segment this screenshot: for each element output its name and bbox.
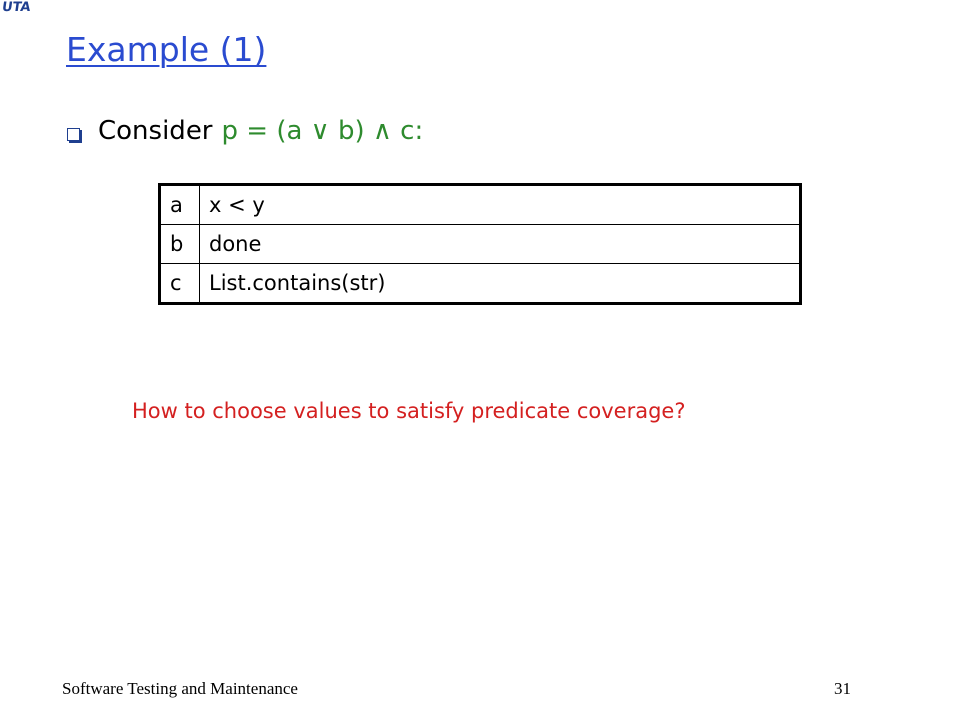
square-bullet-icon bbox=[67, 128, 80, 141]
coverage-question: How to choose values to satisfy predicate coverage? bbox=[132, 399, 686, 423]
clause-expression: done bbox=[200, 225, 801, 264]
slide-title: Example (1) bbox=[66, 30, 267, 69]
table-row bbox=[160, 185, 801, 225]
uta-logo: UTA bbox=[0, 0, 32, 15]
clause-variable: a bbox=[160, 185, 200, 225]
predicate-expression: p = (a ∨ b) ∧ c: bbox=[221, 116, 424, 146]
bullet-item bbox=[67, 116, 423, 146]
footer-course-title: Software Testing and Maintenance bbox=[62, 679, 298, 698]
clause-variable: b bbox=[160, 225, 200, 264]
clause-expression: x < y bbox=[200, 185, 801, 225]
table-row bbox=[160, 264, 801, 304]
footer-page-number: 31 bbox=[834, 679, 851, 698]
table-row bbox=[160, 225, 801, 264]
bullet-lead-text: Consider bbox=[98, 116, 213, 146]
clause-expression: List.contains(str) bbox=[200, 264, 801, 304]
clause-variable: c bbox=[160, 264, 200, 304]
clause-table bbox=[158, 183, 802, 305]
